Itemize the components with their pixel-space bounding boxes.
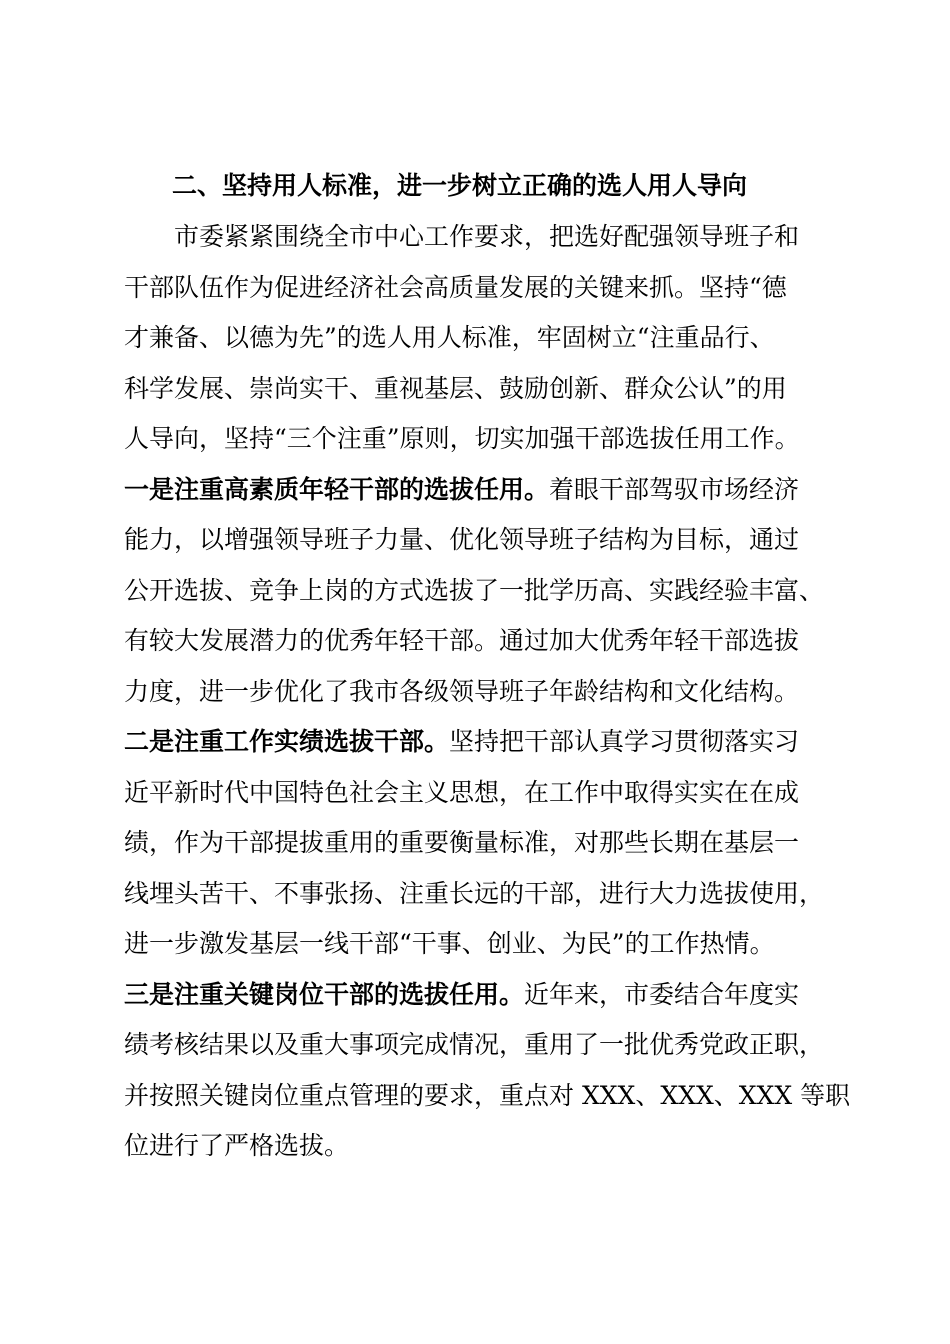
bold-lead-text: 二是注重工作实绩选拔干部。: [124, 727, 450, 756]
paragraph-line: [124, 919, 832, 970]
paragraph-line: [124, 1020, 832, 1071]
line-text: 才兼备、以德为先”的选人用人标准，牢固树立“注重品行、: [124, 323, 775, 352]
paragraph-line: [124, 717, 832, 768]
paragraph-line: [124, 313, 832, 364]
line-text: 绩考核结果以及重大事项完成情况，重用了一批优秀党政正职，: [124, 1030, 825, 1059]
paragraph-line: [124, 515, 832, 566]
paragraph-line: [124, 1071, 851, 1122]
paragraph-line: [124, 212, 832, 263]
paragraph-line: [124, 667, 832, 718]
line-text: 并按照关键岗位重点管理的要求，重点对 XXX、XXX、XXX 等职: [124, 1080, 851, 1110]
bold-lead-text: 三是注重关键岗位干部的选拔任用。: [124, 979, 525, 1009]
paragraph-line: [124, 414, 832, 465]
line-text: 坚持把干部认真学习贯彻落实习: [449, 727, 800, 756]
line-text: 公开选拔、竞争上岗的方式选拔了一批学历高、实践经验丰富、: [124, 575, 825, 605]
paragraph-line: [124, 970, 832, 1021]
line-text: 近平新时代中国特色社会主义思想，在工作中取得实实在在成: [124, 777, 800, 807]
paragraph-line: [124, 566, 832, 617]
line-text: 市委紧紧围绕全市中心工作要求，把选好配强领导班子和: [174, 222, 800, 251]
section-heading: 二、坚持用人标准，进一步树立正确的选人用人导向: [172, 171, 748, 200]
line-text: 着眼干部驾驭市场经济: [549, 474, 800, 504]
paragraph-line: [124, 465, 832, 516]
paragraph-line: [124, 869, 832, 920]
line-text: 力度，进一步优化了我市各级领导班子年龄结构和文化结构。: [124, 676, 800, 706]
line-text: 位进行了严格选拔。: [124, 1131, 350, 1160]
paragraph-line: [124, 616, 832, 667]
line-text: 绩，作为干部提拔重用的重要衡量标准，对那些长期在基层一: [124, 828, 800, 857]
bold-lead-text: 一是注重高素质年轻干部的选拔任用。: [124, 474, 550, 504]
line-text: 干部队伍作为促进经济社会高质量发展的关键来抓。坚持“德: [124, 272, 787, 302]
line-text: 线埋头苦干、不事张扬、注重长远的干部，进行大力选拔使用，: [124, 878, 825, 908]
paragraph-line: [124, 364, 832, 415]
line-text: 有较大发展潜力的优秀年轻干部。通过加大优秀年轻干部选拔: [124, 626, 800, 655]
paragraph-line: [124, 768, 832, 819]
line-text: 能力，以增强领导班子力量、优化领导班子结构为目标，通过: [124, 525, 800, 554]
line-text: 人导向，坚持“三个注重”原则，切实加强干部选拔任用工作。: [124, 424, 800, 453]
paragraph-line: [124, 818, 832, 869]
line-text: 近年来，市委结合年度实: [524, 979, 800, 1009]
line-text: 科学发展、崇尚实干、重视基层、鼓励创新、群众公认”的用: [124, 373, 787, 403]
document-body: [124, 160, 851, 1172]
paragraph-line: [124, 263, 832, 314]
paragraph-line: [124, 1121, 832, 1172]
line-text: 进一步激发基层一线干部“干事、创业、为民”的工作热情。: [124, 929, 775, 958]
